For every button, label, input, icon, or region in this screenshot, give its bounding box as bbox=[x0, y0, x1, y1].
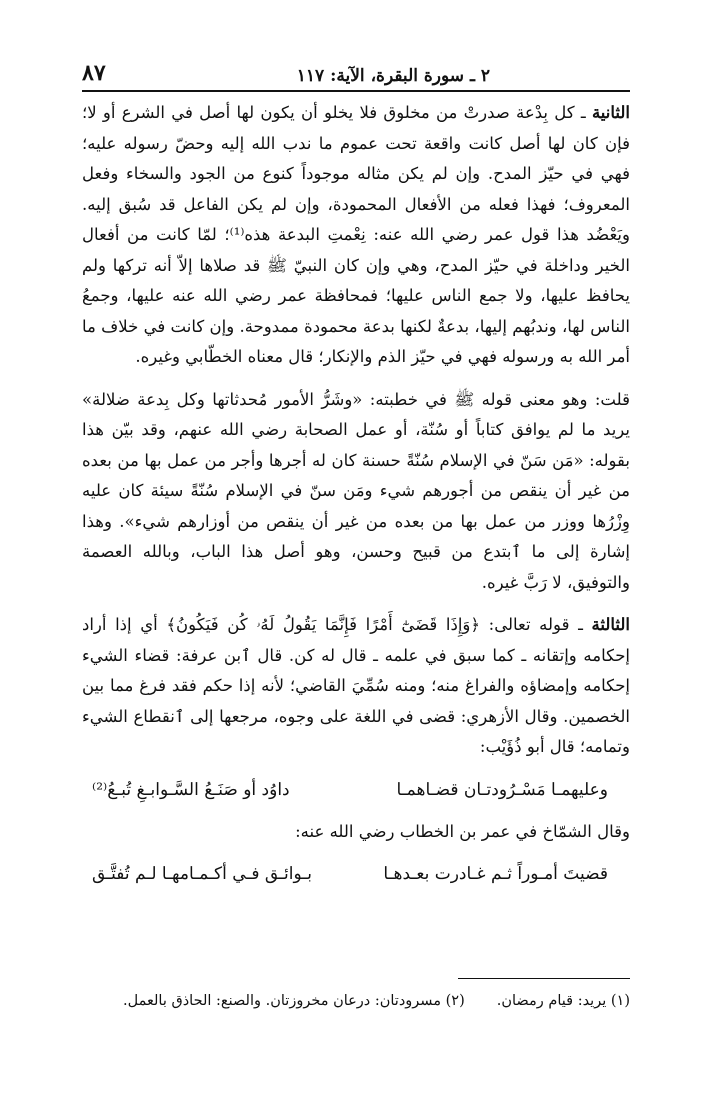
verse-second-hemistich: بـوائـق فـي أكـمـامهـا لـم تُفتَّـق bbox=[92, 864, 312, 884]
poem-verse-2 bbox=[82, 857, 630, 891]
paragraph-lead: الثالثة bbox=[591, 615, 630, 634]
footnotes bbox=[82, 990, 630, 1012]
page-header bbox=[82, 58, 630, 86]
header-divider bbox=[82, 90, 630, 92]
paragraph-lead: الثانية bbox=[591, 103, 630, 122]
footnote-2: (٢) مسرودتان: درعان مخروزتان. والصنع: الحاذق بالعمل. bbox=[123, 993, 465, 1009]
footnote-1: (١) يريد: قيام رمضان. bbox=[496, 993, 630, 1009]
page-number: ٨٧ bbox=[82, 60, 106, 86]
poem-verse-1 bbox=[82, 773, 630, 807]
verse-first-hemistich: وعليهمـا مَسْـرُودتـان قضـاهمـا bbox=[396, 779, 608, 800]
paragraph-text: قلت: وهو معنى قوله ﷺ في خطبته: «وشَرُّ الأمور مُحدثاتها وكل بِدعة ضلالة» يريد ما لم يوافق كتاباً أو سُنّة، أو عمل الصحابة رضي الله عنهم، وقد بيّن هذا بقوله: «مَن سَنّ في الإسلام سُنّةً حسنة كان له أجرها وأجر من عمل بها من بعده من غير أن ينقص من أجورهم شيء ومَن سنّ في الإسلام سُنّةً سيئة كان عليه وِزْرُها ووزر من عمل بها من بعده من غير أن ينقص من أوزارهم شيء». وهذا إشارة إلى ما ٱبتدع من قبيح وحسن، وهو أصل هذا الباب، وبالله العصمة والتوفيق، لا رَبَّ غيره. bbox=[82, 389, 630, 592]
page-body bbox=[82, 98, 630, 901]
verse-first-hemistich: قضيتَ أمـوراً ثـم غـادرت بعـدهـا bbox=[383, 864, 608, 884]
paragraph-text: ـ كل بِدْعة صدرتْ من مخلوق فلا يخلو أن يكون لها أصل في الشرع أو لا؛ فإن كان لها أصل كانت واقعة تحت عموم ما ندب الله إليه وحضّ رسوله عليه؛ فهي في حيّز المدح. وإن لم يكن مثاله موجوداً كنوع من الجود والسخاء وفعل المعروف؛ فهذا فعله من الأفعال المحمودة، وإن لم يكن الفاعل قد سُبق إليه. ويَعْضُد هذا قول عمر رضي الله عنه: نِعْمتِ البدعة هذه⁽¹⁾؛ لمّا كانت من أفعال الخير وداخلة في حيّز المدح، وهي وإن كان النبيّ ﷺ قد صلاها إلاّ أنه تركها ولم يحافظ عليها، ولا جمع الناس عليها؛ فمحافظة عمر رضي الله عنه عليها، وجمعُ الناس لها، وندبُهم إليها، بدعةٌ لكنها بدعة محمودة ممدوحة. وإن كانت في خلاف ما أمر الله به ورسوله فهي في حيّز الذم والإنكار؛ قال معناه الخطّابي وغيره. bbox=[82, 103, 630, 366]
paragraph-second bbox=[82, 98, 630, 373]
footnote-divider bbox=[458, 978, 630, 979]
verse-second-hemistich: داوُد أو صَنَـعُ السَّـوابـغِ تُبـعُ⁽²⁾ bbox=[92, 779, 290, 800]
paragraph-text: ـ قوله تعالى: ﴿وَإِذَا قَضَىٰٓ أَمْرًا فَإِنَّمَا يَقُولُ لَهُۥ كُن فَيَكُونُ﴾ أي إذا أراد إحكامه وإتقانه ـ كما سبق في علمه ـ قال له كن. قال ٱبن عرفة: قضاء الشيء إحكامه وإمضاؤه والفراغ منه؛ ومنه سُمِّيَ القاضي؛ لأنه إذا حكم فقد فرغ مما بين الخصمين. وقال الأزهري: قضى في اللغة على وجوه، مرجعها إلى ٱنقطاع الشيء وتمامه؛ قال أبو ذُؤَيْب: bbox=[82, 615, 630, 756]
paragraph-comment bbox=[82, 385, 630, 599]
verse-intro-line: وقال الشمّاخ في عمر بن الخطاب رضي الله عنه: bbox=[295, 821, 630, 841]
paragraph-third bbox=[82, 610, 630, 763]
running-title: ٢ ـ سورة البقرة، الآية: ١١٧ bbox=[296, 66, 490, 86]
